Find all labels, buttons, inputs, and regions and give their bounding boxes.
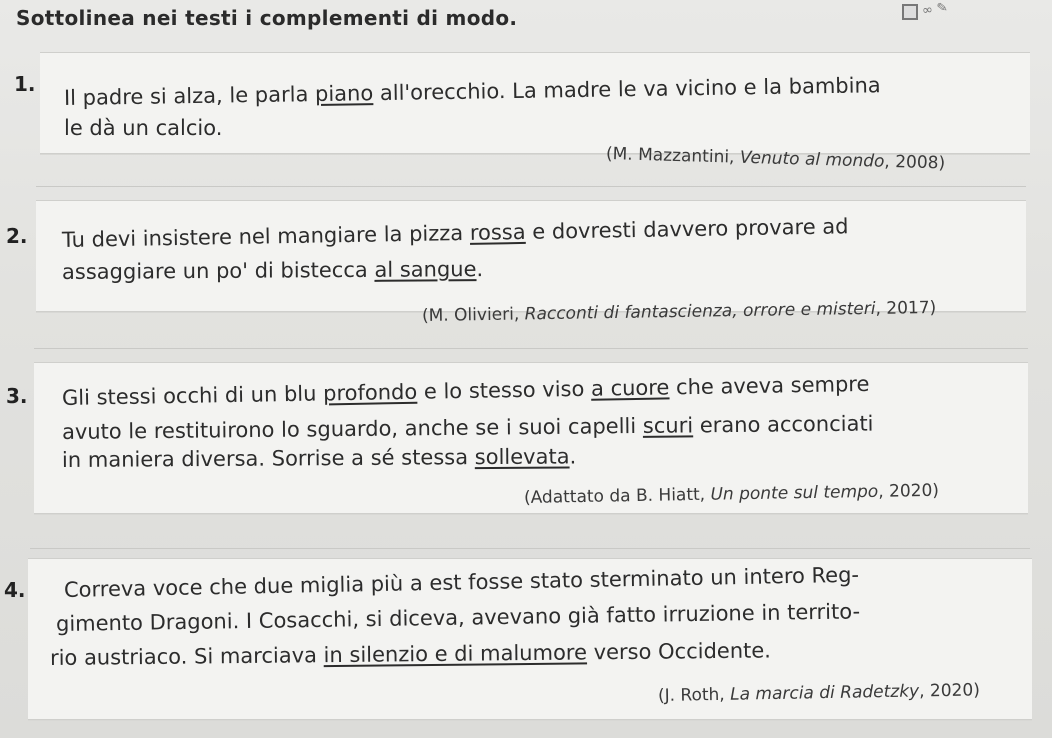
source-title: La marcia di Radetzky: [729, 681, 920, 705]
scribble-icon: ∞ ✎: [921, 0, 949, 19]
source-author: (Adattato da B. Hiatt,: [523, 484, 711, 508]
text-line: le dà un calcio.: [64, 116, 223, 140]
item-number: 1.: [14, 72, 36, 96]
divider: [36, 186, 1026, 187]
underlined-complement: profondo: [322, 379, 418, 406]
divider: [30, 548, 1030, 549]
item-number: 4.: [4, 578, 26, 602]
corner-stamp: [898, 0, 958, 34]
source-title: Un ponte sul tempo: [710, 481, 879, 505]
source-year: , 2020): [918, 680, 981, 702]
underlined-complement: al sangue: [374, 257, 477, 282]
exercise-heading: Sottolinea nei testi i complementi di modo.: [16, 6, 518, 30]
underlined-complement: a cuore: [590, 375, 670, 401]
divider: [34, 348, 1028, 349]
source-author: (M. Olivieri,: [421, 304, 525, 326]
source-title: Racconti di fantascienza, orrore e misteri: [524, 298, 876, 325]
source-year: , 2017): [875, 297, 937, 319]
text-line: gimento Dragoni. I Cosacchi, si diceva, avevano già fatto irruzione in territo-: [55, 599, 861, 636]
underlined-complement: scuri: [642, 413, 694, 438]
underlined-complement: sollevata: [474, 444, 570, 470]
text-line: Gli stessi occhi di un blu profondo e lo stesso viso a cuore che aveva sempre: [61, 371, 870, 410]
exercise-card-2: [36, 200, 1026, 312]
source-year: , 2008): [884, 151, 946, 174]
source-author: (M. Mazzantini,: [605, 144, 741, 168]
source-year: , 2020): [878, 480, 940, 502]
text-line: in maniera diversa. Sorrise a sé stessa sollevata.: [61, 444, 577, 472]
text-line: avuto le restituirono lo sguardo, anche se i suoi capelli scuri erano acconciati: [61, 411, 874, 444]
underlined-complement: rossa: [469, 219, 526, 245]
text-line: assaggiare un po' di bistecca al sangue.: [61, 257, 484, 284]
text-line: Tu devi insistere nel mangiare la pizza rossa e dovresti davvero provare ad: [61, 214, 849, 252]
text-line: Il padre si alza, le parla piano all'orecchio. La madre le va vicino e la bambina: [63, 73, 881, 110]
text-line: rio austriaco. Si marciava in silenzio e di malumore verso Occidente.: [49, 638, 772, 670]
text-line: Correva voce che due miglia più a est fosse stato sterminato un intero Reg-: [63, 562, 860, 602]
item-number: 3.: [6, 384, 28, 408]
source-author: (J. Roth,: [657, 684, 731, 706]
underlined-complement: piano: [314, 81, 374, 107]
checkbox-mark-icon: [902, 4, 918, 20]
source-title: Venuto al mondo: [739, 147, 885, 172]
item-number: 2.: [6, 224, 28, 248]
underlined-complement: in silenzio e di malumore: [323, 640, 588, 668]
